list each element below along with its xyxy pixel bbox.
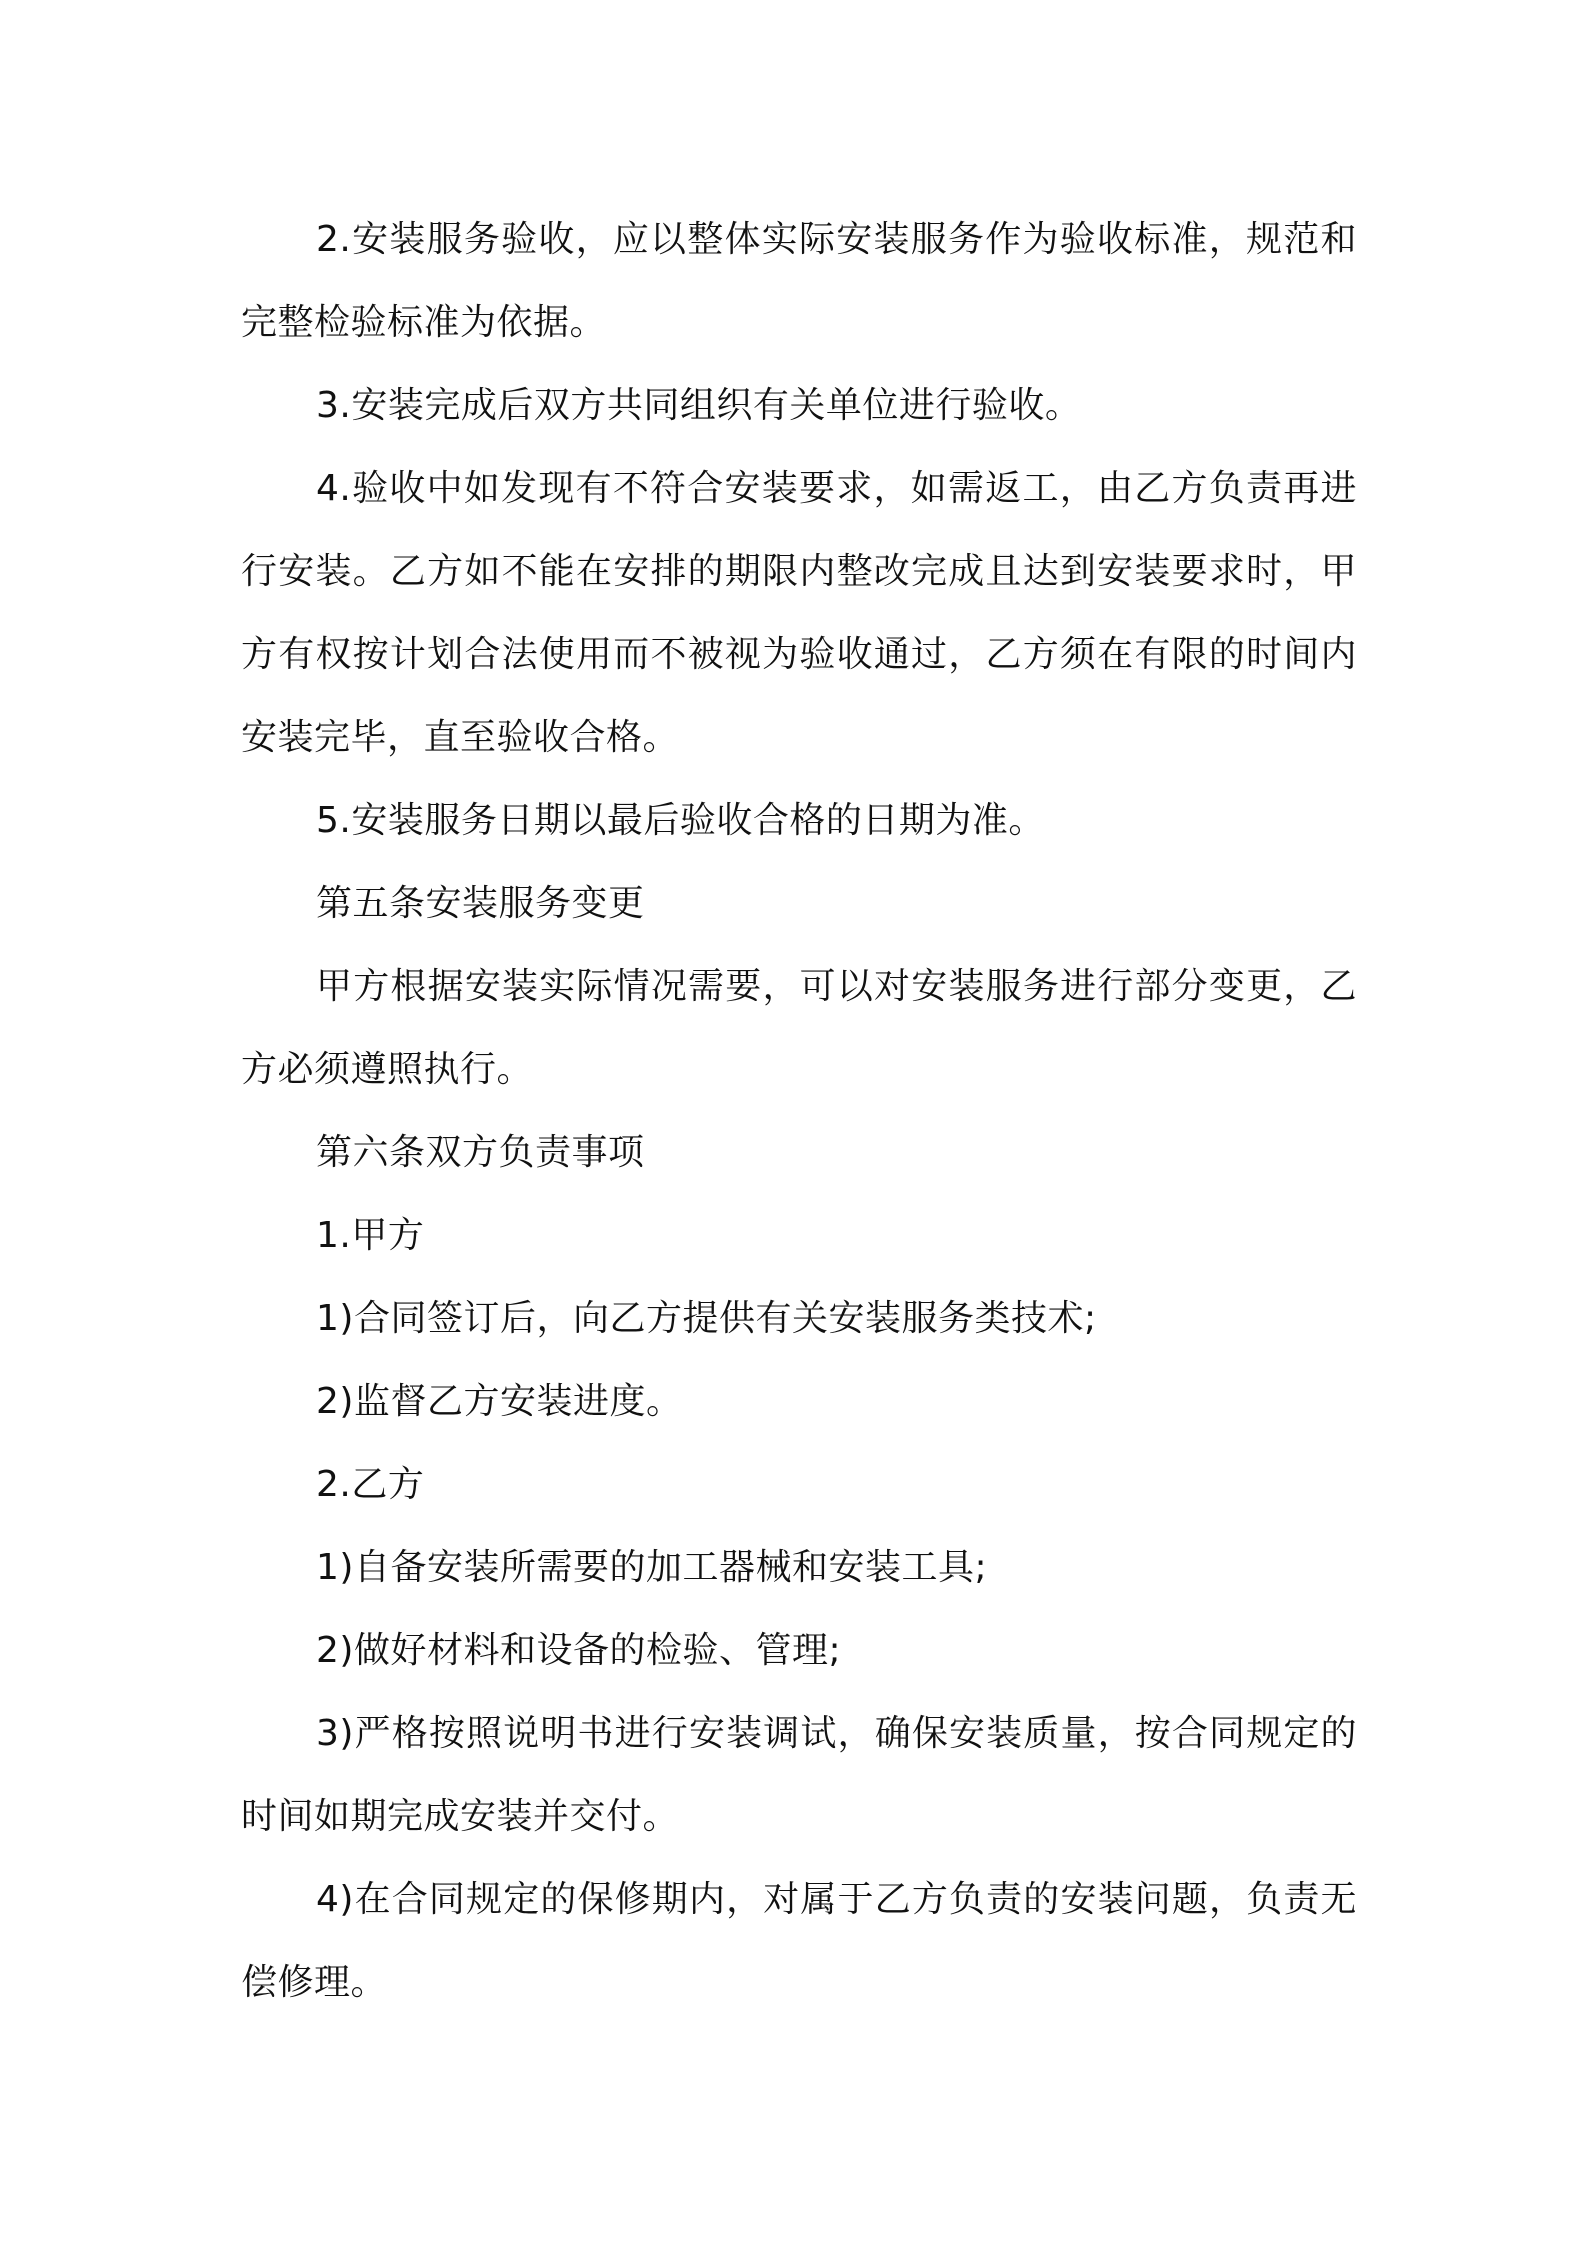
paragraph-acceptance-2: 2.安装服务验收，应以整体实际安装服务作为验收标准，规范和完整检验标准为依据。 [241, 219, 1357, 343]
document-body [241, 198, 1357, 2024]
list-item-party-b-2: 2)做好材料和设备的检验、管理; [316, 1630, 842, 1671]
subheading-party-b: 2.乙方 [316, 1464, 425, 1505]
list-item-party-b-3: 3)严格按照说明书进行安装调试，确保安装质量，按合同规定的时间如期完成安装并交付。 [241, 1713, 1357, 1837]
subheading-party-a: 1.甲方 [316, 1215, 425, 1256]
section-heading-article-6: 第六条双方负责事项 [316, 1132, 645, 1173]
list-item-party-a-1: 1)合同签订后，向乙方提供有关安装服务类技术; [316, 1298, 1097, 1339]
paragraph-acceptance-4: 4.验收中如发现有不符合安装要求，如需返工，由乙方负责再进行安装。乙方如不能在安排的期限内整改完成且达到安装要求时，甲方有权按计划合法使用而不被视为验收通过，乙方须在有限的时间内安装完毕，直至验收合格。 [241, 468, 1357, 758]
paragraph-service-change: 甲方根据安装实际情况需要，可以对安装服务进行部分变更，乙方必须遵照执行。 [241, 966, 1357, 1090]
paragraph-acceptance-3: 3.安装完成后双方共同组织有关单位进行验收。 [316, 385, 1082, 426]
paragraph-acceptance-5: 5.安装服务日期以最后验收合格的日期为准。 [316, 800, 1045, 841]
list-item-party-b-1: 1)自备安装所需要的加工器械和安装工具; [316, 1547, 988, 1588]
list-item-party-b-4: 4)在合同规定的保修期内，对属于乙方负责的安装问题，负责无偿修理。 [241, 1879, 1357, 2003]
list-item-party-a-2: 2)监督乙方安装进度。 [316, 1381, 683, 1422]
section-heading-article-5: 第五条安装服务变更 [316, 883, 645, 924]
